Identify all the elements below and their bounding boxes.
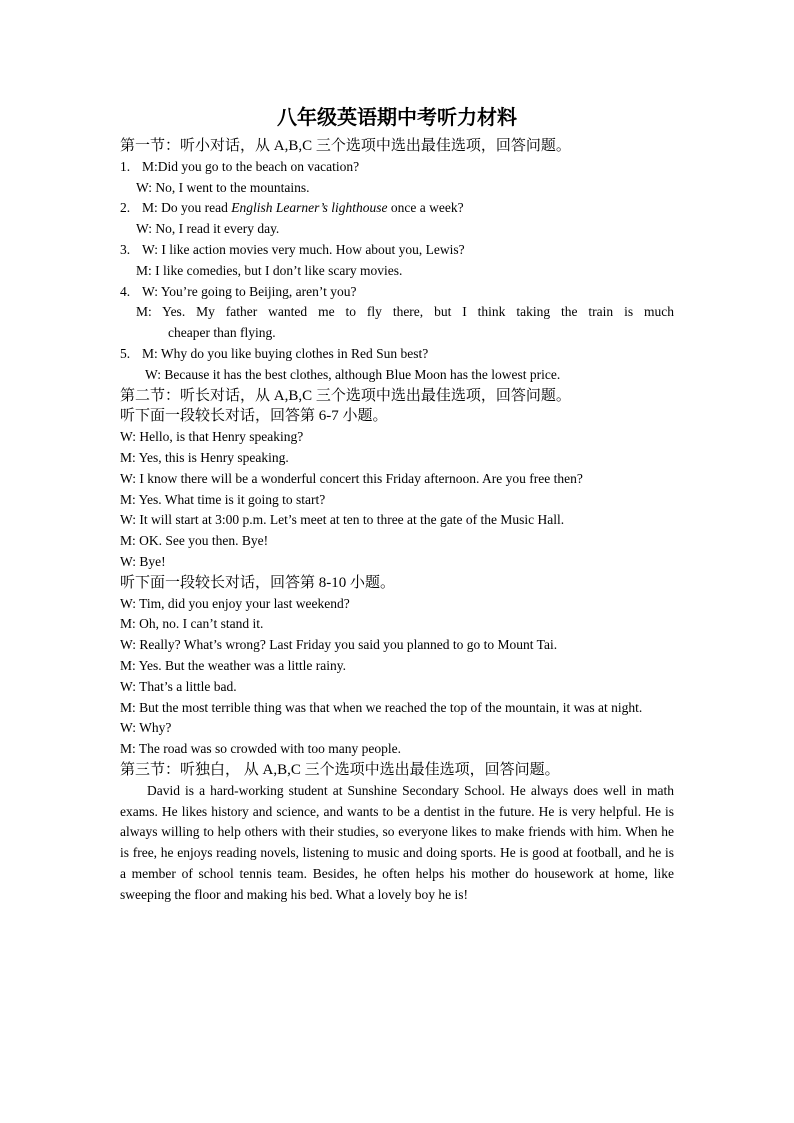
short-dialogue-5-question (120, 344, 674, 365)
dialogue-b-line: M: Yes. But the weather was a little rainy. (120, 657, 346, 673)
dialogue-b-line: W: That’s a little bad. (120, 678, 237, 694)
dialogue-line-post: once a week? (387, 200, 464, 216)
dialogue-line: W: You’re going to Beijing, aren’t you? (142, 283, 357, 299)
short-dialogue-2-question (120, 198, 674, 219)
dialogue-a-line: W: Hello, is that Henry speaking? (120, 429, 304, 445)
short-dialogue-3-question (120, 240, 674, 261)
magazine-title: English Learner’s lighthouse (231, 200, 388, 216)
question-number: 2. (120, 200, 131, 216)
section-2-heading: 第二节：听长对话，从 A,B,C 三个选项中选出最佳选项，回答问题。 (120, 387, 571, 404)
document-title: 八年级英语期中考听力材料 (277, 107, 517, 129)
dialogue-a-line: M: OK. See you then. Bye! (120, 533, 269, 549)
dialogue-a-line: W: I know there will be a wonderful concert this Friday afternoon. Are you free then? (120, 470, 583, 486)
dialogue-b-line: M: Oh, no. I can’t stand it. (120, 616, 264, 632)
short-dialogue-5-answer: W: Because it has the best clothes, although Blue Moon has the lowest price. (145, 366, 561, 382)
dialogue-b-line: W: Tim, did you enjoy your last weekend? (120, 595, 350, 611)
dialogue-line-pre: M: Do you read (142, 200, 232, 216)
short-dialogue-1-answer: W: No, I went to the mountains. (136, 179, 310, 195)
question-number: 5. (120, 345, 131, 361)
dialogue-line: M:Did you go to the beach on vacation? (142, 158, 360, 174)
short-dialogue-4-answer-continued: cheaper than flying. (168, 325, 276, 341)
short-dialogue-4-question (120, 282, 674, 303)
short-dialogue-3-answer: M: I like comedies, but I don’t like scary movies. (136, 262, 403, 278)
section-1-heading: 第一节：听小对话，从 A,B,C 三个选项中选出最佳选项，回答问题。 (120, 138, 571, 154)
dialogue-b-line: W: Really? What’s wrong? Last Friday you said you planned to go to Mount Tai. (120, 637, 558, 653)
short-dialogue-4-answer: M: Yes. My father wanted me to fly there, but I think taking the train is much (136, 304, 674, 320)
dialogue-line: W: I like action movies very much. How about you, Lewis? (142, 241, 465, 257)
dialogue-line (142, 198, 464, 219)
short-dialogue-1-question (120, 157, 674, 178)
document-page (120, 104, 674, 905)
dialogue-a-line: W: It will start at 3:00 p.m. Let’s meet at ten to three at the gate of the Music Hall. (120, 512, 565, 528)
dialogue-b-line: M: But the most terrible thing was that when we reached the top of the mountain, it was at night. (120, 699, 643, 715)
short-dialogue-2-answer: W: No, I read it every day. (136, 221, 280, 237)
section-3-heading: 第三节：听独白， 从 A,B,C 三个选项中选出最佳选项，回答问题。 (120, 761, 560, 778)
dialogue-line: M: Why do you like buying clothes in Red Sun best? (142, 345, 429, 361)
dialogue-a-line: M: Yes. What time is it going to start? (120, 491, 326, 507)
question-number: 4. (120, 283, 131, 299)
dialogue-b-line: W: Why? (120, 720, 172, 736)
dialogue-b-line: M: The road was so crowded with too many people. (120, 741, 401, 757)
dialogue-a-instruction: 听下面一段较长对话，回答第 6-7 小题。 (120, 408, 388, 425)
dialogue-a-line: W: Bye! (120, 553, 166, 569)
dialogue-b-instruction: 听下面一段较长对话，回答第 8-10 小题。 (120, 574, 395, 591)
dialogue-a-line: M: Yes, this is Henry speaking. (120, 449, 289, 465)
question-number: 3. (120, 241, 131, 257)
monologue-paragraph: David is a hard-working student at Sunshine Secondary School. He always does well in math exams. He likes history and science, and wants to be a dentist in the future. He is very helpful. He is always willing to help others with their studies, so everyone likes to make friends with him. When he is free, he enjoys reading novels, listening to music and doing sports. He is good at football, and he is a member of school tennis team. Besides, he often helps his mother do housework at home, like sweeping the floor and making his bed. What a lovely boy he is! (120, 782, 674, 902)
question-number: 1. (120, 158, 131, 174)
